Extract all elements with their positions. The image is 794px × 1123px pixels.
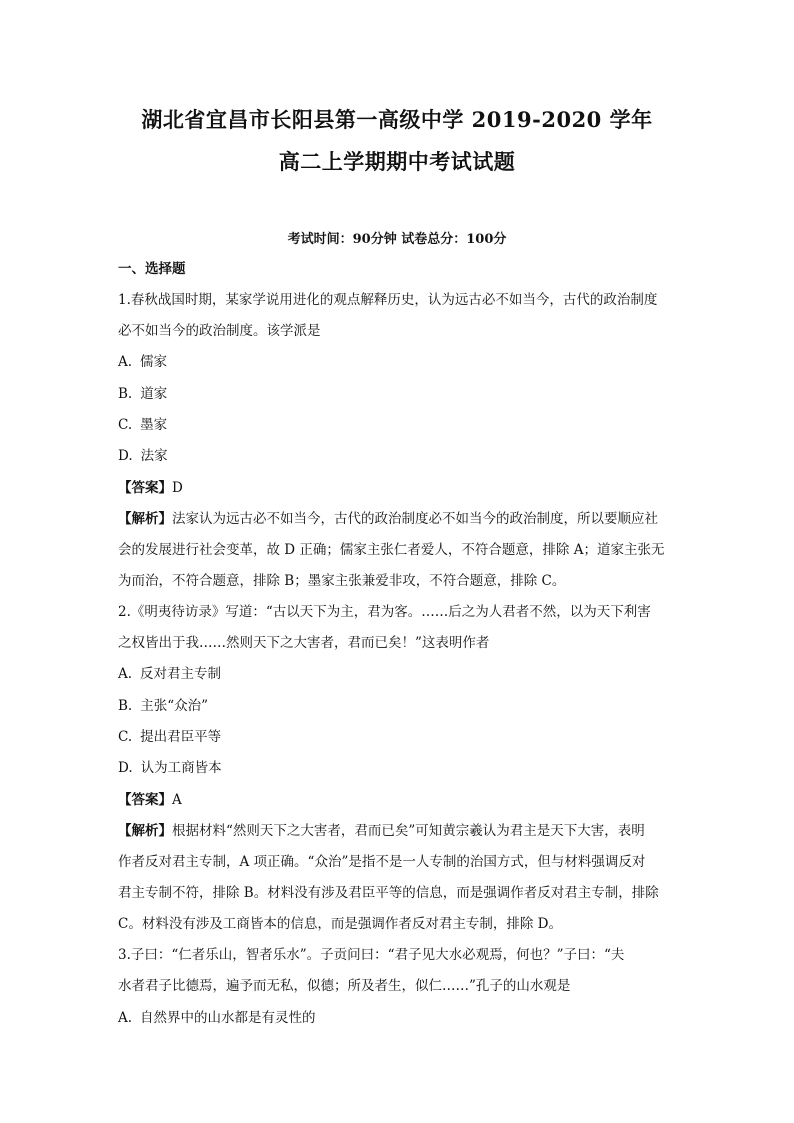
option-letter: D.	[118, 760, 133, 776]
option-letter: A.	[118, 354, 133, 370]
exam-info: 考试时间：90分钟 试卷总分：100分	[287, 232, 507, 247]
q2-stem-line-1: 2.《明夷待访录》写道：“古以天下为主，君为客。……后之为人君者不然，以为天下利害	[118, 604, 651, 620]
analysis-label: 【解析】	[118, 823, 172, 839]
q3-option-a	[118, 1008, 316, 1028]
q2-option-a	[118, 664, 221, 684]
analysis-label: 【解析】	[118, 511, 172, 527]
q2-option-d	[118, 758, 222, 778]
q1-option-d	[118, 446, 168, 466]
option-text: 自然界中的山水都是有灵性的	[140, 1010, 316, 1026]
answer-label: 【答案】	[118, 480, 172, 496]
q1-analysis-line-2: 会的发展进行社会变革，故 D 正确；儒家主张仁者爱人，不符合题意，排除 A；道家主张无	[118, 542, 665, 558]
option-text: 道家	[140, 386, 168, 402]
option-text: 儒家	[140, 354, 168, 370]
q3-stem-line-2: 水者君子比德焉，遍予而无私，似德；所及者生，似仁……”孔子的山水观是	[118, 978, 571, 994]
q2-analysis-line-2: 作者反对君主专制，A 项正确。“众治”是指不是一人专制的治国方式，但与材料强调反对	[118, 854, 646, 870]
option-text: 主张“众治”	[140, 698, 209, 714]
option-letter: C.	[118, 417, 133, 433]
option-text: 提出君臣平等	[140, 729, 222, 745]
q2-analysis-line-3: 君主专制不符，排除 B。材料没有涉及君臣平等的信息，而是强调作者反对君主专制，排除	[118, 885, 659, 901]
q1-option-c	[118, 415, 167, 435]
option-letter: A.	[118, 666, 133, 682]
q2-answer	[118, 790, 182, 810]
q2-stem-line-2: 之权皆出于我……然则天下之大害者，君而已矣！”这表明作者	[118, 635, 490, 651]
q1-analysis-line-3: 为而治，不符合题意，排除 B；墨家主张兼爱非攻，不符合题意，排除 C。	[118, 573, 566, 589]
q2-option-c	[118, 727, 221, 747]
title-line-2: 高二上学期期中考试试题	[278, 149, 516, 174]
q1-option-a	[118, 352, 167, 372]
option-letter: B.	[118, 698, 133, 714]
analysis-text: 法家认为远古必不如当今，古代的政治制度必不如当今的政治制度，所以要顺应社	[172, 511, 658, 527]
option-letter: C.	[118, 729, 133, 745]
option-letter: A.	[118, 1010, 133, 1026]
q1-stem-line-2: 必不如当今的政治制度。该学派是	[118, 323, 321, 339]
q1-analysis-line-1	[118, 509, 658, 529]
title-line-1: 湖北省宜昌市长阳县第一高级中学 2019-2020 学年	[141, 107, 653, 132]
option-text: 反对君主专制	[140, 666, 222, 682]
q1-stem-line-1: 1.春秋战国时期，某家学说用进化的观点解释历史，认为远古必不如当今，古代的政治制度	[118, 292, 658, 308]
q2-analysis-line-4: C。材料没有涉及工商皆本的信息，而是强调作者反对君主专制，排除 D。	[118, 916, 562, 932]
option-letter: D.	[118, 448, 133, 464]
q2-option-b	[118, 696, 208, 716]
option-text: 法家	[140, 448, 168, 464]
answer-label: 【答案】	[118, 792, 172, 808]
q1-answer	[118, 478, 183, 498]
option-letter: B.	[118, 386, 133, 402]
q3-stem-line-1: 3.子曰：“仁者乐山，智者乐水”。子贡问曰：“君子见大水必观焉，何也？”子曰：“夫	[118, 947, 625, 963]
answer-value: A	[172, 792, 182, 808]
q2-analysis-line-1	[118, 821, 645, 841]
option-text: 认为工商皆本	[140, 760, 222, 776]
q1-option-b	[118, 384, 167, 404]
option-text: 墨家	[140, 417, 168, 433]
analysis-text: 根据材料“然则天下之大害者，君而已矣”可知黄宗羲认为君主是天下大害，表明	[172, 823, 645, 839]
answer-value: D	[172, 480, 183, 496]
section-heading: 一、选择题	[118, 261, 186, 277]
